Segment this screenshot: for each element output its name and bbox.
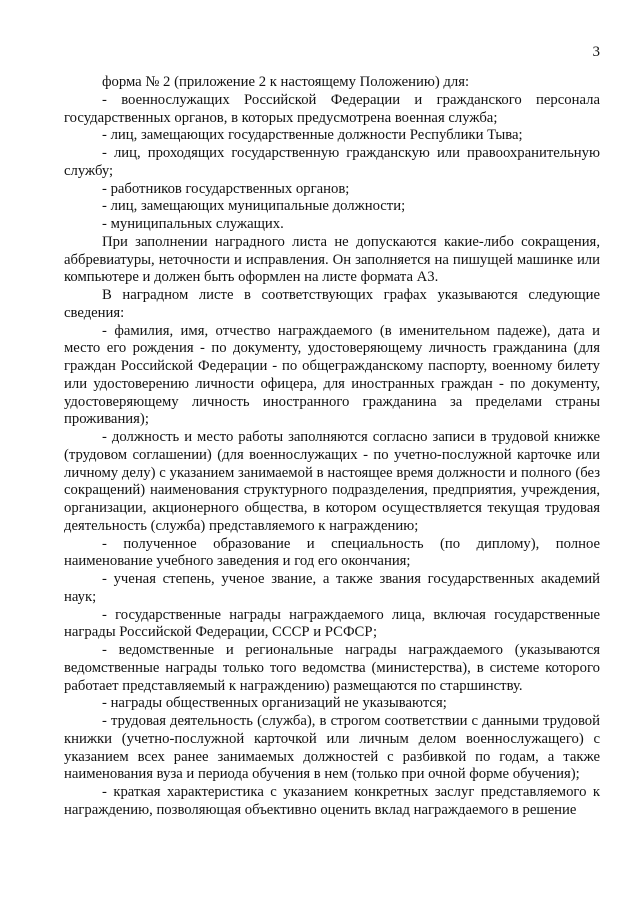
paragraph: В наградном листе в соответствующих графах указываются следующие сведения: <box>64 287 600 321</box>
document-body <box>64 0 600 820</box>
paragraph: При заполнении наградного листа не допускаются какие-либо сокращения, аббревиатуры, неточности и исправления. Он заполняется на пишущей машинке или компьютере и должен быть оформлен на листе формата А3. <box>64 233 600 286</box>
paragraph: - лиц, замещающих государственные должности Республики Тыва; <box>102 127 523 144</box>
paragraph: - государственные награды награждаемого лица, включая государственные награды Российской Федерации, СССР и РСФСР; <box>64 606 600 641</box>
paragraph: - ученая степень, ученое звание, а также звания государственных академий наук; <box>64 571 600 605</box>
paragraph: - военнослужащих Российской Федерации и гражданского персонала государственных органов, в которых предусмотрена военная служба; <box>64 91 600 126</box>
page-number: 3 <box>592 44 600 60</box>
paragraph: форма № 2 (приложение 2 к настоящему Положению) для: <box>102 74 470 90</box>
paragraph: - полученное образование и специальность (по диплому), полное наименование учебного заведения и год его окончания; <box>64 535 600 570</box>
paragraph: - должность и место работы заполняются согласно записи в трудовой книжке (трудовом соглашении) (для военнослужащих - по учетно-послужной карточке или личному делу) с указанием занимаемой в настоящее время должности и полного (без сокращений) наименования структурного подразделения, предприятия, учреждения, организации, акционерного общества, в котором осуществляется текущая трудовая деятельность (служба) представляемого к награждению; <box>64 429 600 534</box>
paragraph: - муниципальных служащих. <box>102 216 284 232</box>
paragraph: - награды общественных организаций не указываются; <box>102 695 447 712</box>
paragraph: - лиц, проходящих государственную гражданскую или правоохранительную службу; <box>64 145 600 179</box>
paragraph: - работников государственных органов; <box>102 180 350 197</box>
paragraph: - трудовая деятельность (служба), в строгом соответствии с данными трудовой книжки (учетно-послужной карточкой или личным делом военнослужащего) с указанием всех ранее занимаемых должностей с разбивкой по годам, а также наименования вуза и периода обучения в нем (только при очной форме обучения); <box>64 713 600 783</box>
paragraph: - фамилия, имя, отчество награждаемого (в именительном падеже), дата и место его рождения - по документу, удостоверяющему личность гражданина (для граждан Российской Федерации - по общегражданскому паспорту, военному билету или удостоверению личности офицера, для иностранных граждан - по документу, удостоверяющему личность иностранного гражданина за пределами страны проживания); <box>64 322 600 428</box>
paragraph: - лиц, замещающих муниципальные должности; <box>102 198 406 215</box>
paragraph: - ведомственные и региональные награды награждаемого (указываются ведомственные награды только того ведомства (министерства), в системе которого работает представляемый к награждению) размещаются по старшинству. <box>64 642 600 694</box>
paragraph: - краткая характеристика с указанием конкретных заслуг представляемого к награждению, позволяющая объективно оценить вклад награждаемого в решение <box>64 784 600 818</box>
